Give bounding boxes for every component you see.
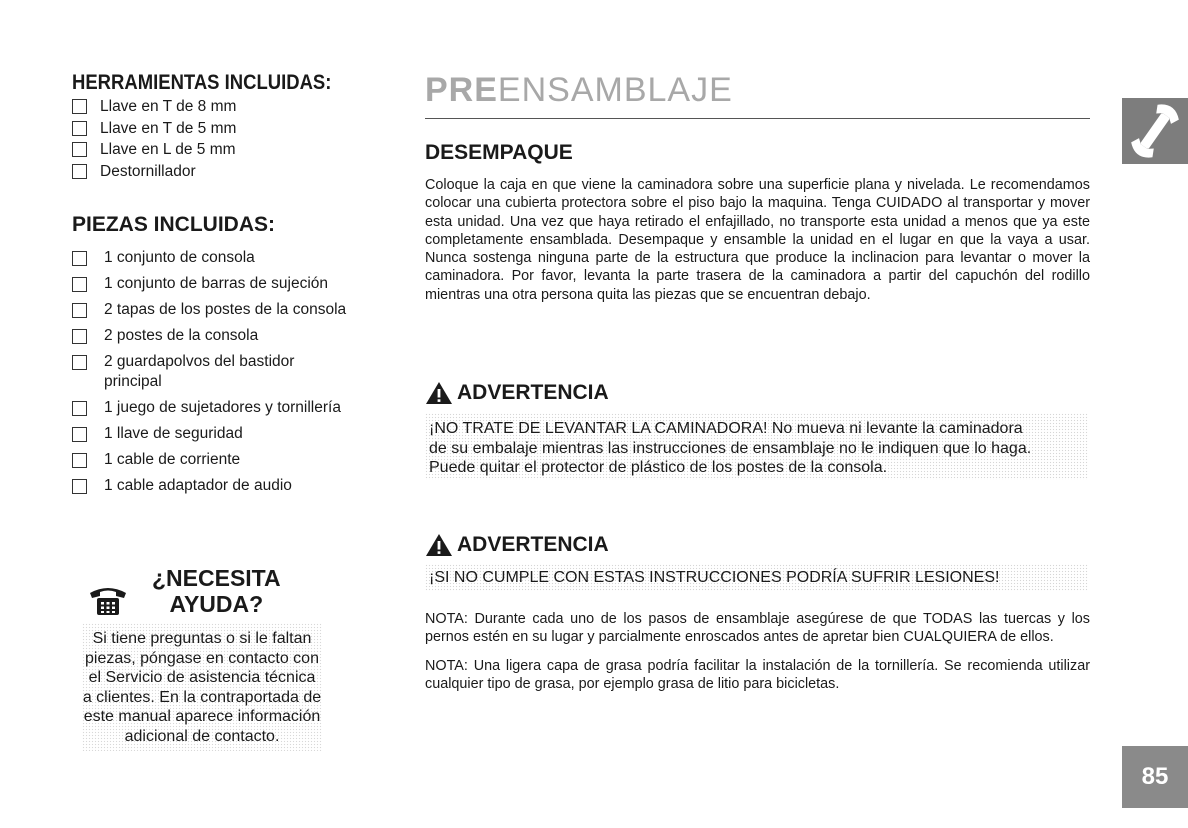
checkbox-icon: [72, 329, 87, 344]
part-item: 2 postes de la consola: [72, 326, 392, 346]
warning-heading: ADVERTENCIA: [425, 532, 1090, 558]
section-tab: [1122, 98, 1188, 164]
warning-block-1: [425, 380, 1090, 480]
part-item: 1 cable adaptador de audio: [72, 476, 392, 496]
part-item: 1 conjunto de barras de sujeción: [72, 274, 392, 294]
left-column: [72, 70, 392, 502]
part-item: 1 conjunto de consola: [72, 248, 392, 268]
warning-text: ¡SI NO CUMPLE CON ESTAS INSTRUCCIONES PODRÍA SUFRIR LESIONES!: [425, 564, 1088, 591]
warning-text: ¡NO TRATE DE LEVANTAR LA CAMINADORA! No mueva ni levante la caminadora de su embalaje mientras las instrucciones de ensamblaje no le indiquen que lo haga. Puede quitar el protector de plástico de los postes de la consola.: [425, 413, 1088, 480]
help-text: Si tiene preguntas o si le faltan piezas, póngase en contacto con el Servicio de asistencia técnica a clientes. En la contraportada de este manual aparece información adicional de contacto.: [82, 623, 322, 751]
checkbox-icon: [72, 99, 87, 114]
main-column: [425, 70, 1090, 692]
note-paragraph: NOTA: Durante cada uno de los pasos de ensamblaje asegúrese de que TODAS las tuercas y los pernos estén en su lugar y parcialmente enroscados antes de apretar bien CUALQUIERA de ellos.: [425, 611, 1090, 646]
tools-heading: HERRAMIENTAS INCLUIDAS:: [72, 71, 332, 94]
wrench-icon: [1122, 98, 1188, 164]
page-title: PREENSAMBLAJE: [425, 71, 733, 109]
part-item: 2 guardapolvos del bastidor principal: [72, 352, 324, 392]
warning-icon: [425, 381, 453, 405]
telephone-icon: [88, 583, 128, 617]
tool-item: Llave en L de 5 mm: [72, 139, 392, 161]
part-item: 2 tapas de los postes de la consola: [72, 300, 392, 320]
tool-item: Llave en T de 8 mm: [72, 96, 392, 118]
checkbox-icon: [72, 401, 87, 416]
checkbox-icon: [72, 121, 87, 136]
tool-item: Destornillador: [72, 161, 392, 183]
parts-list: [72, 248, 392, 496]
tools-list: [72, 96, 392, 182]
checkbox-icon: [72, 453, 87, 468]
checkbox-icon: [72, 251, 87, 266]
part-item: 1 llave de seguridad: [72, 424, 392, 444]
tool-item: Llave en T de 5 mm: [72, 118, 392, 140]
checkbox-icon: [72, 479, 87, 494]
checkbox-icon: [72, 277, 87, 292]
checkbox-icon: [72, 164, 87, 179]
checkbox-icon: [72, 142, 87, 157]
help-title: ¿NECESITA AYUDA?: [152, 565, 281, 617]
part-item: 1 cable de corriente: [72, 450, 392, 470]
checkbox-icon: [72, 355, 87, 370]
warning-block-2: [425, 532, 1090, 591]
unpacking-heading: DESEMPAQUE: [425, 141, 573, 164]
warning-icon: [425, 533, 453, 557]
page-number: 85: [1122, 746, 1188, 808]
checkbox-icon: [72, 303, 87, 318]
unpacking-text: Coloque la caja en que viene la caminadora sobre una superficie plana y nivelada. Le recomendamos colocar una cubierta protectora sobre el piso bajo la maquina. Tenga CUIDADO al transportar y mover esta unidad. Una vez que haya retirado el enfajillado, no transporte esta unidad a menos que ya este completamente ensamblada. Desempaque y ensamble la unidad en el lugar en que la vaya a usar. Nunca sostenga ninguna parte de la estructura que produce la inclinacion para levantar o mover la caminadora. Por favor, levanta la parte trasera de la caminadora a partir del capuchón del rodillo mientras una otra persona quita las piezas que se encuentran debajo.: [425, 177, 1090, 303]
warning-heading: ADVERTENCIA: [425, 380, 1090, 406]
note-paragraph: NOTA: Una ligera capa de grasa podría facilitar la instalación de la tornillería. Se recomienda utilizar cualquier tipo de grasa, por ejemplo grasa de litio para bicicletas.: [425, 657, 1090, 692]
part-item: 1 juego de sujetadores y tornillería: [72, 398, 392, 418]
notes: [425, 610, 1090, 703]
title-divider: [425, 118, 1090, 119]
parts-heading: PIEZAS INCLUIDAS:: [72, 213, 276, 236]
checkbox-icon: [72, 427, 87, 442]
